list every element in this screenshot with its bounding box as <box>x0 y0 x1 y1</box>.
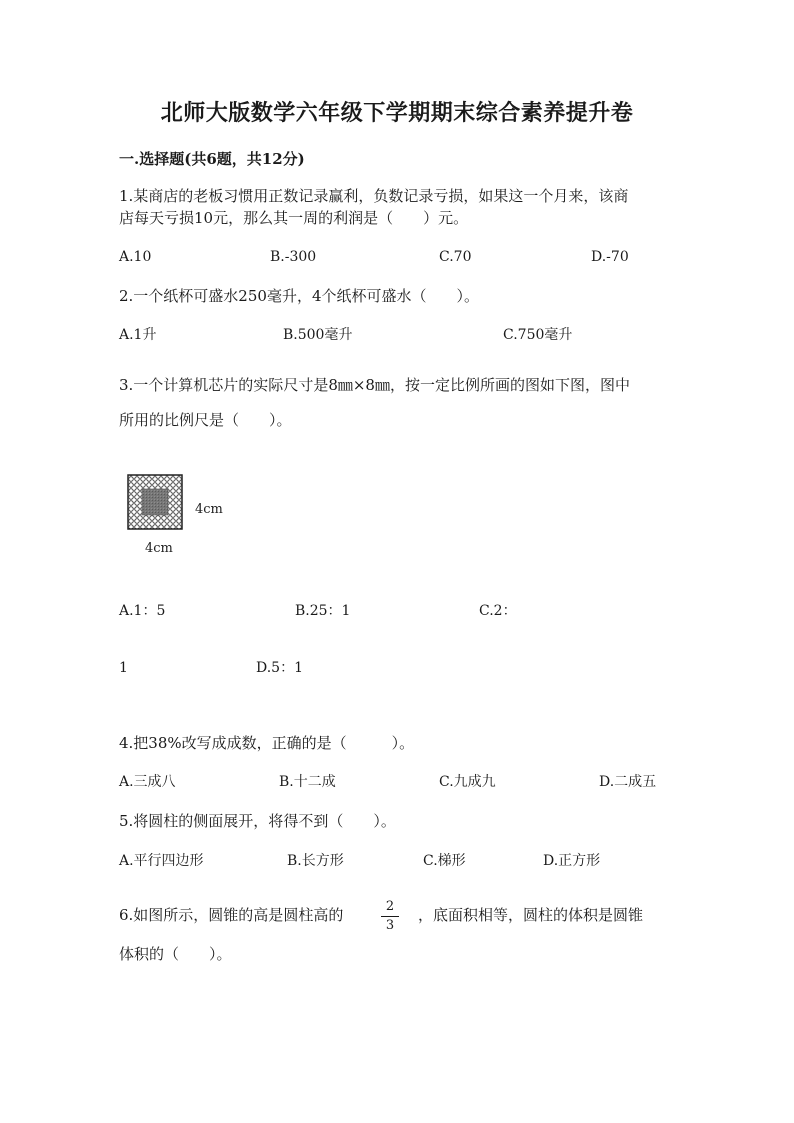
question-6-line-1-part-2: ，底面积相等，圆柱的体积是圆锥 <box>418 906 644 924</box>
question-3-option-c-continued: 1 <box>119 660 128 676</box>
question-6-line-1-part-1: 6.如图所示，圆锥的高是圆柱高的 <box>119 906 344 924</box>
question-3-option-a[interactable]: A.1：5 <box>119 603 166 619</box>
question-5-option-b[interactable]: B.长方形 <box>287 853 344 869</box>
question-4-option-b[interactable]: B.十二成 <box>279 774 336 790</box>
question-6-line-2: 体积的（ ）。 <box>119 945 232 963</box>
page-title: 北师大版数学六年级下学期期末综合素养提升卷 <box>160 100 634 126</box>
question-3-line-1: 3.一个计算机芯片的实际尺寸是8㎜×8㎜，按一定比例所画的图如下图，图中 <box>119 376 630 394</box>
question-4-option-a[interactable]: A.三成八 <box>119 774 176 790</box>
question-4-option-c[interactable]: C.九成九 <box>439 774 496 790</box>
bottom-label: 4cm <box>145 541 173 556</box>
fraction-numerator: 2 <box>385 899 395 914</box>
fraction-bar <box>381 916 399 917</box>
chip-scale-figure <box>125 473 235 559</box>
question-4-line-1: 4.把38%改写成成数，正确的是（ ）。 <box>119 734 415 752</box>
question-5-option-c[interactable]: C.梯形 <box>423 853 466 869</box>
question-3-line-2: 所用的比例尺是（ ）。 <box>119 411 292 429</box>
question-1-option-b[interactable]: B.-300 <box>270 249 317 265</box>
question-5-option-d[interactable]: D.正方形 <box>543 853 601 869</box>
side-label: 4cm <box>195 502 223 517</box>
question-1-line-2: 店每天亏损10元，那么其一周的利润是（ ）元。 <box>119 209 469 227</box>
chip-diagram <box>125 473 235 559</box>
question-3-option-d[interactable]: D.5：1 <box>256 660 303 676</box>
question-2-option-c[interactable]: C.750毫升 <box>503 327 573 343</box>
question-3-option-c[interactable]: C.2： <box>479 603 517 619</box>
question-5-option-a[interactable]: A.平行四边形 <box>119 853 204 869</box>
question-2-option-a[interactable]: A.1升 <box>119 327 157 343</box>
question-1-line-1: 1.某商店的老板习惯用正数记录赢利，负数记录亏损，如果这一个月来，该商 <box>119 187 629 205</box>
question-4-option-d[interactable]: D.二成五 <box>599 774 657 790</box>
section-heading: 一.选择题(共6题，共12分) <box>119 150 305 168</box>
question-2-line-1: 2.一个纸杯可盛水250毫升，4个纸杯可盛水（ ）。 <box>119 287 479 305</box>
fraction-two-thirds <box>381 900 399 933</box>
fraction-denominator: 3 <box>385 918 395 933</box>
question-3-option-b[interactable]: B.25：1 <box>295 603 351 619</box>
chip-inner-square <box>142 489 168 515</box>
question-2-option-b[interactable]: B.500毫升 <box>283 327 353 343</box>
question-1-option-a[interactable]: A.10 <box>119 249 152 265</box>
question-1-option-d[interactable]: D.-70 <box>591 249 629 265</box>
question-5-line-1: 5.将圆柱的侧面展开，将得不到（ ）。 <box>119 812 396 830</box>
question-1-option-c[interactable]: C.70 <box>439 249 472 265</box>
